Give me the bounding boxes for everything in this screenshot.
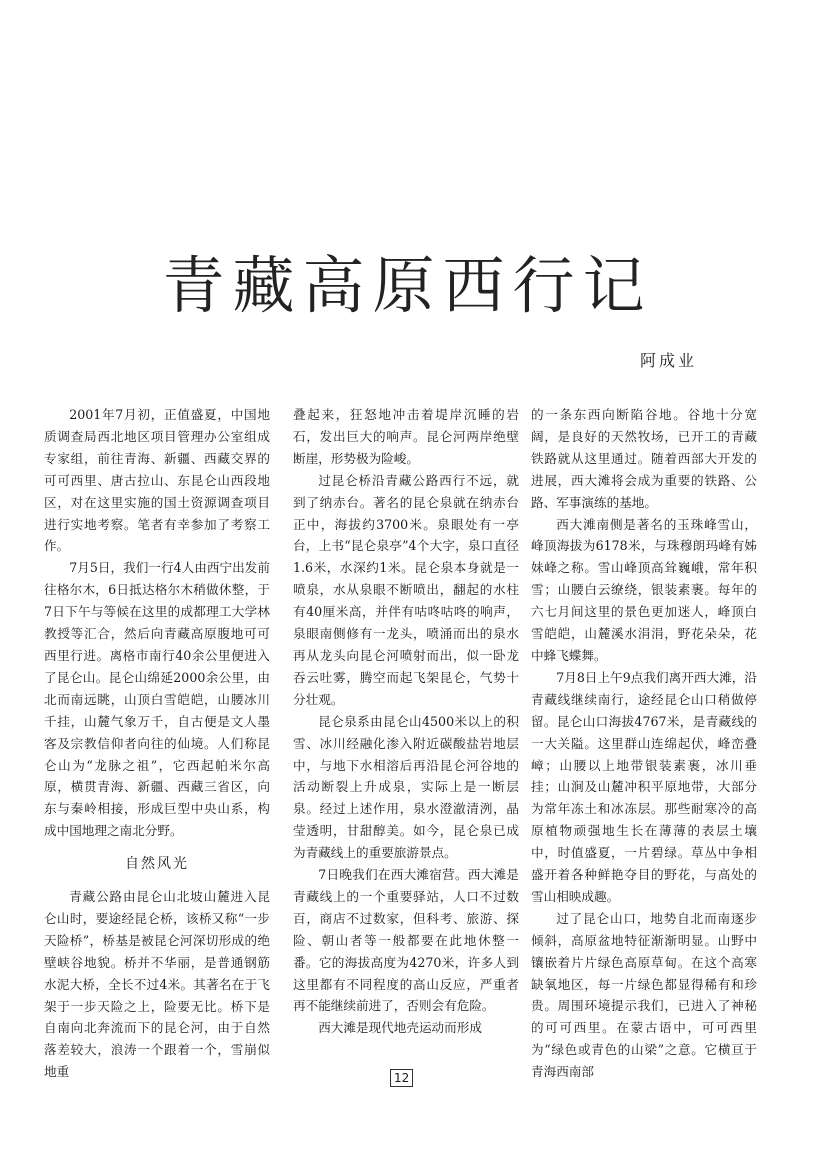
paragraph: 昆仑泉系由昆仑山4500米以上的积雪、冰川经融化渗入附近碳酸盐岩地层中，与地下水相溶后再沿昆仑河谷地的活动断裂上升成泉，实际上是一断层泉。经过上述作用，泉水澄澈清洌，晶莹透明，甘甜醇美。如今，昆仑泉已成为青藏线上的重要旅游景点。: [293, 713, 519, 861]
paragraph: 7月8日上午9点我们离开西大滩，沿青藏线继续南行，途经昆仑山口稍做停留。昆仑山口海拔4767米，是青藏线的一大关隘。这里群山连绵起伏，峰峦叠嶂；山腰以上地带银装素裹，冰川垂挂；山涧及山麓冲积平原地带，大部分为常年冻土和冰冻层。那些耐寒冷的高原植物顽强地生长在薄薄的表层土壤中，时值盛夏，一片碧绿。草丛中争相盛开着各种鲜艳夺目的野花，与高处的雪山相映成趣。: [531, 669, 757, 904]
text-column-2: [293, 404, 519, 1039]
paragraph: 的一条东西向断陷谷地。谷地十分宽阔，是良好的天然牧场，已开工的青藏铁路就从这里通过。随着西部大开发的进展，西大滩将会成为重要的铁路、公路、军事演练的基地。: [531, 407, 757, 510]
page-number: 12: [390, 1069, 413, 1087]
text-column-3: [531, 404, 757, 1083]
paragraph: 过了昆仑山口，地势自北而南逐步倾斜，高原盆地特征渐渐明显。山野中镶嵌着片片绿色高原草甸。在这个高寒缺氧地区，每一片绿色都显得稀有和珍贵。周围环境提示我们，已进入了神秘的可可西里。在蒙古语中，可可西里为“绿色或青色的山梁”之意。它横亘于青海西南部: [531, 910, 757, 1080]
paragraph: 西大滩是现代地壳运动而形成: [318, 1020, 482, 1036]
article-title: 青藏高原西行记: [162, 249, 653, 322]
paragraph: 青藏公路由昆仑山北坡山麓进入昆仑山时，要途经昆仑桥，该桥又称“一步天险桥”，桥基是被昆仑河深切形成的绝壁峡谷地貌。桥并不华丽，是普通钢筋水泥大桥，全长不过4米。其著名在于飞架于一步天险之上，险要无比。桥下是自南向北奔流而下的昆仑河，由于自然落差较大，浪涛一个跟着一个，雪崩似地重: [44, 889, 270, 1080]
paragraph: 7月5日，我们一行4人由西宁出发前往格尔木，6日抵达格尔木稍做休整，于7日下午与等候在这里的成都理工大学林教授等汇合，然后向青藏高原腹地可可西里行进。离格市南行40余公里便进入了昆仑山。昆仑山绵延2000余公里，由北而南远眺，山顶白雪皑皑，山腰冰川千挂，山麓气象万千，自古便是文人墨客及宗教信仰者向往的仙境。人们称昆仑山为“龙脉之祖”，它西起帕米尔高原，横贯青海、新疆、西藏三省区，向东与秦岭相接，形成巨型中央山系，构成中国地理之南北分野。: [44, 560, 270, 839]
paragraph: 2001年7月初，正值盛夏，中国地质调查局西北地区项目管理办公室组成专家组，前往青海、新疆、西藏交界的可可西里、唐古拉山、东昆仑山西段地区，对在这里实施的国土资源调查项目进行实地考察。笔者有幸参加了考察工作。: [44, 407, 270, 554]
paragraph: 7日晚我们在西大滩宿营。西大滩是青藏线上的一个重要驿站，人口不过数百，商店不过数家，但科考、旅游、探险、朝山者等一般都要在此地休整一番。它的海拔高度为4270米，许多人到这里都有不同程度的高山反应，严重者再不能继续前进了，否则会有危险。: [293, 867, 519, 1014]
paragraph: 叠起来，狂怒地冲击着堤岸沉睡的岩石，发出巨大的响声。昆仑河两岸绝壁断崖，形势极为险峻。: [293, 407, 519, 466]
text-column-1: [44, 404, 270, 1083]
paragraph: 过昆仑桥沿青藏公路西行不远，就到了纳赤台。著名的昆仑泉就在纳赤台正中，海拔约3700米。泉眼处有一亭台，上书“昆仑泉亭”4个大字，泉口直径1.6米，水深约1米。昆仑泉本身就是一喷泉，水从泉眼不断喷出，翻起的水柱有40厘米高，并伴有咕咚咕咚的响声，泉眼南侧修有一龙头，喷涌而出的泉水再从龙头向昆仑河喷射而出，似一卧龙吞云吐雾，腾空而起飞架昆仑，气势十分壮观。: [293, 472, 519, 707]
author-name: 阿成业: [639, 351, 697, 370]
section-heading: 自然风光: [125, 856, 189, 873]
paragraph: 西大滩南侧是著名的玉珠峰雪山，峰顶海拔为6178米，与珠穆朗玛峰有姊妹峰之称。雪山峰顶高耸巍峨，常年积雪；山腰白云缭绕，银装素裹。每年的六七月间这里的景色更加迷人，峰顶白雪皑皑，山麓溪水涓涓，野花朵朵，花中蜂飞蝶舞。: [531, 516, 757, 663]
